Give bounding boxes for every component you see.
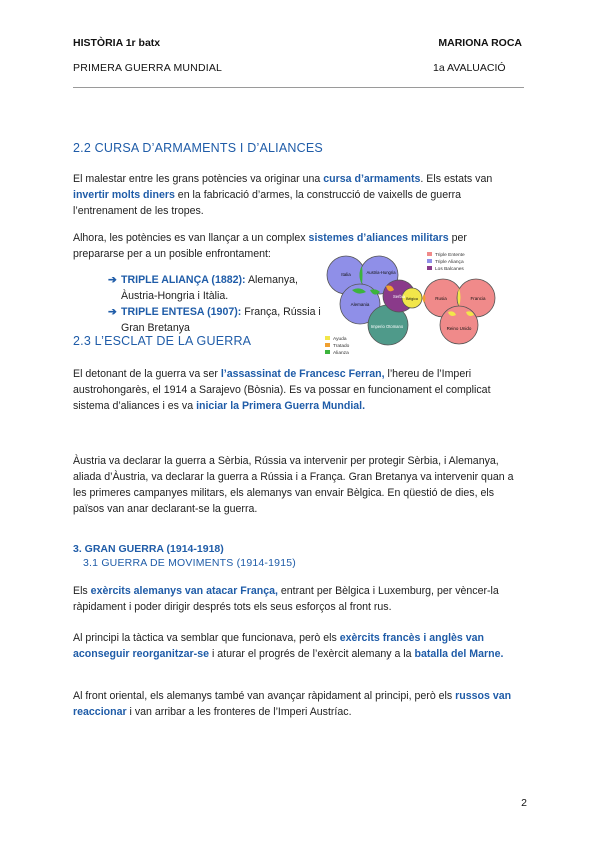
page-number: 2 <box>521 797 527 809</box>
highlight-investment: invertir molts diners <box>73 189 175 201</box>
label-reino-unido: Reino Unido <box>446 326 472 331</box>
legend-entente: Triple Entente <box>435 253 465 258</box>
paragraph-alliances: Alhora, les potències es van llançar a un complex sistemes d’aliances militars per prepararse per a un posible enfrontament: <box>73 232 467 260</box>
legend-swatch-balcanes <box>427 266 432 270</box>
legend-balcanes: Los Balcanes <box>435 267 464 272</box>
header-divider <box>73 87 524 88</box>
paragraph-trigger: El detonant de la guerra va ser l’assassinat de Francesc Ferran, l’hereu de l’Imperi austrohongarès, el 1914 a Sarajevo (Bòsnia). Es va possar en funcionament el complicat sistema d’aliances i es va iniciar la Primera Guerra Mundial. <box>73 368 491 412</box>
label-austria: Austria-Hungria <box>366 270 396 275</box>
legend-swatch-entente <box>427 252 432 256</box>
subsection-title-3-1: 3.1 GUERRA DE MOVIMENTS (1914-1915) <box>83 557 296 569</box>
section-title-2-2: 2.2 CURSA D’ARMAMENTS I D’ALIANCES <box>73 141 323 155</box>
list-item-triple-alliance: ➔ TRIPLE ALIANÇA (1882): Alemanya, Àustria-Hongria i Itàlia. <box>108 274 299 302</box>
label-alemania: Alemania <box>350 302 370 307</box>
highlight-marne: batalla del Marne. <box>414 648 504 660</box>
header-topic: PRIMERA GUERRA MUNDIAL <box>73 62 223 74</box>
legend-alianza: Triple Aliança <box>435 260 464 265</box>
legend-tratado: Tratado <box>333 344 350 349</box>
legend-swatch-ayuda <box>325 336 330 340</box>
arrow-right-icon: ➔ <box>108 306 117 318</box>
legend-alianza-link: Alianza <box>333 351 349 356</box>
paragraph-declarations: Àustria va declarar la guerra a Sèrbia, Rússia va intervenir per protegir Sèrbia, i Alemanya, aliada d’Àustria, va declarar la guerra a Rússia i a França. Gran Bretanya va intervenir quan a les primeres campanyes militars, els alemanys van envair Bèlgica. En qüestió de dies, els països van anar declarant-se la guerra. <box>73 455 514 515</box>
header-term: 1a AVALUACIÓ <box>433 62 506 74</box>
highlight-alliances: sistemes d’aliances militars <box>308 232 449 244</box>
label-serbia: Serbia <box>392 294 406 299</box>
label-rusia: Rusia <box>435 296 447 301</box>
header-author: MARIONA ROCA <box>438 37 522 49</box>
alliance-diagram <box>324 248 524 358</box>
highlight-arms-race: cursa d’armaments <box>323 173 421 185</box>
paragraph-eastern-front: Al front oriental, els alemanys també van avançar ràpidament al principi, però els russos van reaccionar i van arribar a les fronteres de l’Imperi Austríac. <box>73 690 512 718</box>
highlight-german-armies: exèrcits alemanys van atacar França, <box>90 585 278 597</box>
legend-swatch-alianza <box>427 259 432 263</box>
highlight-russians: russos van reaccionar <box>73 690 512 718</box>
highlight-assassination: l’assassinat de Francesc Ferran, <box>220 368 385 380</box>
label-belgica: Bélgica <box>406 297 418 301</box>
legend-swatch-alianza-link <box>325 350 330 354</box>
arrow-right-icon: ➔ <box>108 274 117 286</box>
legend-ayuda: Ayuda <box>333 337 347 342</box>
legend-swatch-tratado <box>325 343 330 347</box>
label-imperio-otomano: Imperio Otomano <box>370 324 404 329</box>
label-francia: Francia <box>470 296 486 301</box>
section-title-3: 3. GRAN GUERRA (1914-1918) <box>73 543 224 555</box>
list-item-triple-entente: ➔ TRIPLE ENTESA (1907): França, Rússia i Gran Bretanya <box>108 306 321 334</box>
label-italia: Italia <box>341 272 351 277</box>
section-title-2-3: 2.3 L’ESCLAT DE LA GUERRA <box>73 334 252 348</box>
header-subject: HISTÒRIA 1r batx <box>73 37 161 49</box>
paragraph-marne: Al principi la tàctica va semblar que funcionava, però els exèrcits francès i anglès van aconseguir reorganitzar-se i aturar el progrés de l’exèrcit alemany a la batalla del Marne. <box>73 632 504 660</box>
highlight-reorganize: exèrcits francès i anglès van aconseguir reorganitzar-se <box>73 632 485 660</box>
paragraph-arms-race: El malestar entre les grans potències va originar una cursa d’armaments. Els estats van invertir molts diners en la fabricació d’armes, la construcció de vaixells de guerra l’entrenament de les tropes. <box>73 173 493 217</box>
alliance-list <box>108 272 323 336</box>
highlight-war-start: iniciar la Primera Guerra Mundial. <box>196 400 366 412</box>
circle-reino-unido <box>440 306 478 344</box>
paragraph-german-attack: Els exèrcits alemanys van atacar França, entrant per Bèlgica i Luxemburg, per vèncer-la ràpidament i poder dirigir després tots els seus esforços al front rus. <box>73 585 499 613</box>
